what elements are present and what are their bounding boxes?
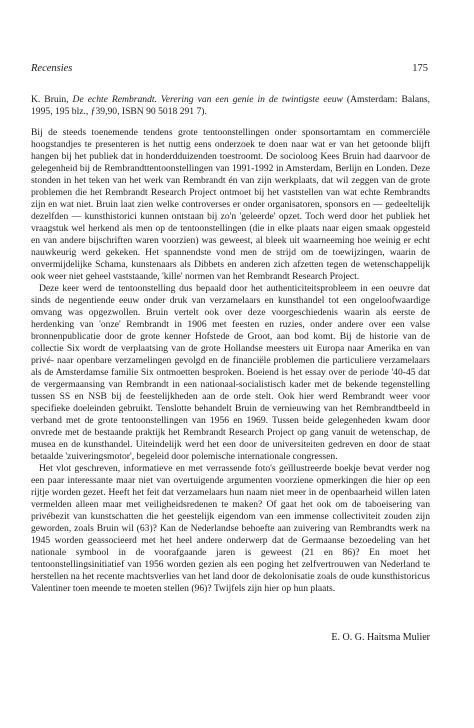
reviewer-signature: E. O. G. Haitsma Mulier: [331, 632, 430, 643]
running-head: Recensies: [31, 63, 73, 74]
citation-author: K. Bruin,: [31, 94, 69, 105]
page-number: 175: [412, 63, 428, 74]
review-body: [31, 94, 430, 595]
paragraph: Het vlot geschreven, informatieve en met verrassende foto's geïllustreerde boekje bevat verder nog een paar interessante maar niet van overtuigende argumenten voorziene opmerkingen die hier op een rijtje worden gezet. Heeft het feit dat verzamelaars hun naam niet meer in de openbaarheid willen laten vermelden alleen maar met veiligheidsredenen te maken? Of gaat het ook om de taboeisering van privébezit van kunstschatten die het geestelijk eigendom van een immense collectiviteit zouden zijn geworden, zoals Bruin wil (63)? Kan de Nederlandse behoefte aan zuivering van Rembrandts werk na 1945 worden geassocieerd met het heel andere onderwerp dat de Germaanse bezoedeling van het nationale symbool in de voorafgaande jaren is geweest (21 en 86)? En moet het tentoonstellingsinitiatief van 1956 worden gezien als een poging het zelfvertrouwen van Nederland te herstellen na het recente machtsverlies van het land door de dekolonisatie zoals de oude kunsthistoricus Valentiner toen meende te moeten stellen (96)? Twijfels zijn hier op hun plaats.: [31, 463, 430, 594]
paragraph: Bij de steeds toenemende tendens grote tentoonstellingen onder sponsortamtam en commerciële hoogstandjes te presenteren is het nuttig eens onderzoek te doen naar wat er van het getoonde blijft hangen bij het publiek dat in honderdduizenden toestroomt. De socioloog Kees Bruin had daarvoor de gelegenheid bij de Rembrandttentoonstellingen van 1991-1992 in Amsterdam, Berlijn en Londen. Deze stonden in het teken van het werk van Rembrandt én van zijn werkplaats, dat wil zeggen van de grote problemen die het Rembrandt Research Project ontmoet bij het vaststellen van wat echte Rembrandts zijn en wat niet. Bruin laat zien welke controverses er onder organisatoren, sponsors en — gedeeltelijk dezelfden — kunsthistorici kunnen ontstaan bij zo'n 'geleerde' opzet. Toch werd door het publiek het vraagstuk wel herkend als men op de tentoonstellingen (die in elke plaats naar eigen smaak opgesteld en van andere bijschriften waren voorzien) was geweest, al bleek uit waarneeming hoe weinig er echt nauwkeurig werd gekeken. Het spannendste vond men de strijd om de toewijzingen, waarin de onvermijdelijke Schama, kunstenaars als Dibbets en anderen zich afzetten tegen de wetenschappelijk ook weer niet geheel vaststaande, 'kille' normen van het Rembrandt Research Project.: [31, 127, 430, 282]
paragraph: Deze keer werd de tentoonstelling dus bepaald door het authenticiteitsprobleem in een oeuvre dat sinds de negentiende eeuw onder druk van verzamelaars en kunsthandel tot een ongeloofwaardige omvang was opgezwollen. Bruin vertelt ook over deze voorgeschiedenis waarin als eerste de herdenking van 'onze' Rembrandt in 1906 met feesten en ruzies, onder andere over een valse bronnenpublicatie door de grote kenner Hofstede de Groot, aan bod komt. Bij de historie van de collectie Six wordt de verplaatsing van de grote Hollandse meesters uit Europa naar Amerika en van privé- naar openbare verzamelingen gevolgd en de financiële problemen die particuliere verzamelaars als de Amsterdamse familie Six ontmoetten besproken. Boeiend is het essay over de periode '40-45 dat de vergermaansing van Rembrandt in een nationaal-socialistisch kader met de bekende tegenstelling tussen SS en NSB bij de feestelijkheden aan de orde stelt. Ook hier werd Rembrandt weer voor specifieke doeleinden gebruikt. Tenslotte behandelt Bruin de vernieuwing van het Rembrandtbeeld in verband met de grote tentoonstellingen van 1956 en 1969. Tussen beide gelegenheden kwam door onvrede met de bestaande praktijk het Rembrandt Research Project op gang vanuit de wetenschap, de musea en de kunsthandel. Uiteindelijk werd het een door de universiteiten gedreven en door de staat betaalde 'zuiveringsmotor', begeleid door polemische internationale congressen.: [31, 283, 430, 462]
book-citation: [31, 94, 430, 118]
citation-details: (Amsterdam: Balans, 1995, 195 blz., ƒ39,90, ISBN 90 5018 291 7).: [31, 94, 431, 117]
citation-title: De echte Rembrandt. Verering van een genie in de twintigste eeuw: [72, 94, 343, 105]
